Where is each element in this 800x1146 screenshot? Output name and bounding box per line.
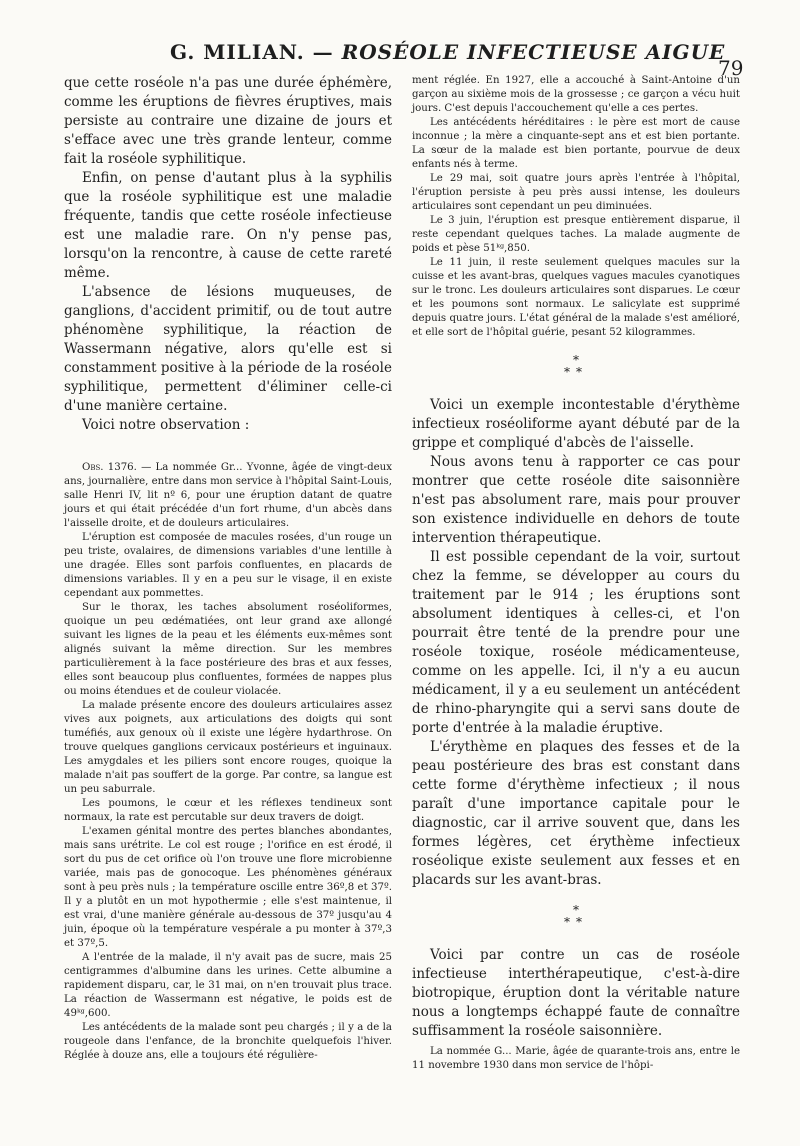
paragraph: Voici un exemple incontestable d'érythème infectieux roséoliforme ayant débuté par de la grippe et compliqué d'abcès de l'aisselle. — [412, 397, 740, 451]
final-text — [412, 946, 740, 1041]
paragraph: Le 3 juin, l'éruption est presque entièrement disparue, il reste cependant quelques taches. La malade augmente de poids et pèse 51ᵏᵍ,850. — [412, 215, 740, 254]
header-title: ROSÉOLE INFECTIEUSE AIGUE — [341, 40, 726, 64]
discussion-text — [412, 396, 740, 890]
paragraph: Les poumons, le cœur et les réflexes tendineux sont normaux, la rate est percutable sur deux travers de doigt. — [64, 798, 392, 823]
separator-star-bottom: ** — [564, 915, 588, 929]
paragraph: La nommée G... Marie, âgée de quarante-trois ans, entre le 11 novembre 1930 dans mon service de l'hôpi- — [412, 1046, 740, 1071]
paragraph — [64, 461, 392, 531]
paragraph: Enfin, on pense d'autant plus à la syphilis que la roséole syphilitique est une maladie fréquente, tandis que cette roséole infectieuse est une maladie rare. On n'y pense pas, lorsqu'on la rencontre, à cause de cette rareté même. — [64, 170, 392, 281]
paragraph: L'absence de lésions muqueuses, de ganglions, d'accident primitif, ou de tout autre phénomène syphilitique, la réaction de Wassermann négative, alors qu'elle est si constamment positive à la période de la roséole syphilitique, permettent d'éliminer celle-ci d'une manière certaine. — [64, 284, 392, 414]
left-column — [64, 74, 392, 1063]
paragraph: L'éruption est composée de macules rosées, d'un rouge un peu triste, ovalaires, de dimensions variables d'une lentille à une dragée. Elles sont parfois confluentes, en placards de dimensions variables. Il y en a peu sur le visage, il en existe cependant aux pommettes. — [64, 532, 392, 599]
next-observation — [412, 1045, 740, 1073]
paragraph: Voici par contre un cas de roséole infectieuse interthérapeutique, c'est-à-dire biotropique, éruption dont la véritable nature nous a longtemps échappé faute de connaître suffisamment la roséole saisonnière. — [412, 947, 740, 1039]
observation-text — [64, 461, 392, 1063]
paragraph: La malade présente encore des douleurs articulaires assez vives aux poignets, aux articulations des doigts qui sont tuméfiés, aux genoux où il existe une légère hydarthrose. On trouve quelques ganglions cervicaux postérieurs et inguinaux. Les amygdales et les piliers sont encore rouges, quoique la malade n'ait pas souffert de la gorge. Par contre, sa langue est un peu saburrale. — [64, 700, 392, 795]
paragraph: Le 11 juin, il reste seulement quelques macules sur la cuisse et les avant-bras, quelques vagues macules cyanotiques sur le tronc. Les douleurs articulaires sont disparues. Le cœur et les poumons sont normaux. Le salicylate est supprimé depuis quatre jours. L'état général de la malade s'est amélioré, et elle sort de l'hôpital guérie, pesant 52 kilogrammes. — [412, 257, 740, 338]
running-header — [170, 40, 726, 64]
paragraph: que cette roséole n'a pas une durée éphémère, comme les éruptions de fièvres éruptives, mais persiste au contraire une dizaine de jours et s'efface avec une très grande lenteur, comme fait la roséole syphilitique. — [64, 75, 392, 167]
header-dash: — — [312, 40, 334, 64]
right-column — [412, 74, 740, 1073]
intro-text — [64, 74, 392, 435]
section-separator — [412, 354, 740, 378]
observation-label: Obs. 1376. — [82, 462, 137, 473]
section-separator — [412, 904, 740, 928]
paragraph: Les antécédents héréditaires : le père est mort de cause inconnue ; la mère a cinquante-sept ans et est bien portante. La sœur de la malade est bien portante, pourvue de deux enfants nés à terme. — [412, 117, 740, 170]
paragraph: L'examen génital montre des pertes blanches abondantes, mais sans urétrite. Le col est rouge ; l'orifice en est érodé, il sort du pus de cet orifice où l'on trouve une flore microbienne variée, mais pas de gonocoque. Les phénomènes généraux sont à peu près nuls ; la température oscille entre 36º,8 et 37º. Il y a plutôt en un mot hypothermie ; elle s'est maintenue, il est vrai, d'une manière générale au-dessous de 37º jusqu'au 4 juin, époque où la température vespérale a pu monter à 37º,3 et 37º,5. — [64, 826, 392, 949]
paragraph: Sur le thorax, les taches absolument roséoliformes, quoique un peu œdématiées, ont leur grand axe allongé suivant les lignes de la peau et les éléments eux-mêmes sont alignés suivant la même direction. Sur les membres particulièrement à la face postérieure des bras et aux fesses, elles sont beaucoup plus confluentes, formées de nappes plus ou moins étendues et de couleur violacée. — [64, 602, 392, 697]
paragraph: ment réglée. En 1927, elle a accouché à Saint-Antoine d'un garçon au sixième mois de la grossesse ; ce garçon a vécu huit jours. C'est depuis l'accouchement qu'elle a ces pertes. — [412, 75, 740, 114]
paragraph: Voici notre observation : — [82, 417, 250, 433]
header-author: G. MILIAN. — [170, 40, 305, 64]
paragraph: Les antécédents de la malade sont peu chargés ; il y a de la rougeole dans l'enfance, de la bronchite quelquefois l'hiver. Réglée à douze ans, elle a toujours été régulière- — [64, 1022, 392, 1061]
paragraph: A l'entrée de la malade, il n'y avait pas de sucre, mais 25 centigrammes d'albumine dans les urines. Cette albumine a rapidement disparu, car, le 31 mai, on n'en trouvait plus trace. La réaction de Wassermann est négative, le poids est de 49ᵏᵍ,600. — [64, 952, 392, 1019]
observation-continuation — [412, 74, 740, 340]
paragraph: Nous avons tenu à rapporter ce cas pour montrer que cette roséole dite saisonnière n'est pas absolument rare, mais pour prouver son existence individuelle en dehors de toute intervention thérapeutique. — [412, 454, 740, 546]
separator-star-bottom: ** — [564, 365, 588, 379]
page-number: 79 — [718, 56, 744, 80]
paragraph: Le 29 mai, soit quatre jours après l'entrée à l'hôpital, l'éruption persiste à peu près aussi intense, les douleurs articulaires sont cependant un peu diminuées. — [412, 173, 740, 212]
paragraph: L'érythème en plaques des fesses et de la peau postérieure des bras est constant dans cette forme d'érythème infectieux ; il nous paraît d'une importance capitale pour le diagnostic, car il arrive souvent que, dans les formes légères, cet érythème infectieux roséolique existe seulement aux fesses et en placards sur les avant-bras. — [412, 739, 740, 888]
separator-star-top: * — [573, 903, 579, 917]
observation-intro: — La nommée Gr... Yvonne, âgée de vingt-deux ans, journalière, entre dans mon service à l'hôpital Saint-Louis, salle Henri IV, lit nº 6, pour une éruption datant de quatre jours et qui était précédée d'un fort rhume, d'un abcès dans l'aisselle droite, et de douleurs articulaires. — [64, 462, 392, 529]
paragraph: Il est possible cependant de la voir, surtout chez la femme, se développer au cours du traitement par le 914 ; les éruptions sont absolument identiques à celles-ci, et l'on pourrait être tenté de la prendre pour une roséole toxique, roséole médicamenteuse, comme on les appelle. Ici, il n'y a eu aucun médicament, il y a eu seulement un antécédent de rhino-pharyngite qui a servi sans doute de porte d'entrée à la maladie éruptive. — [412, 549, 740, 736]
separator-star-top: * — [573, 353, 579, 367]
